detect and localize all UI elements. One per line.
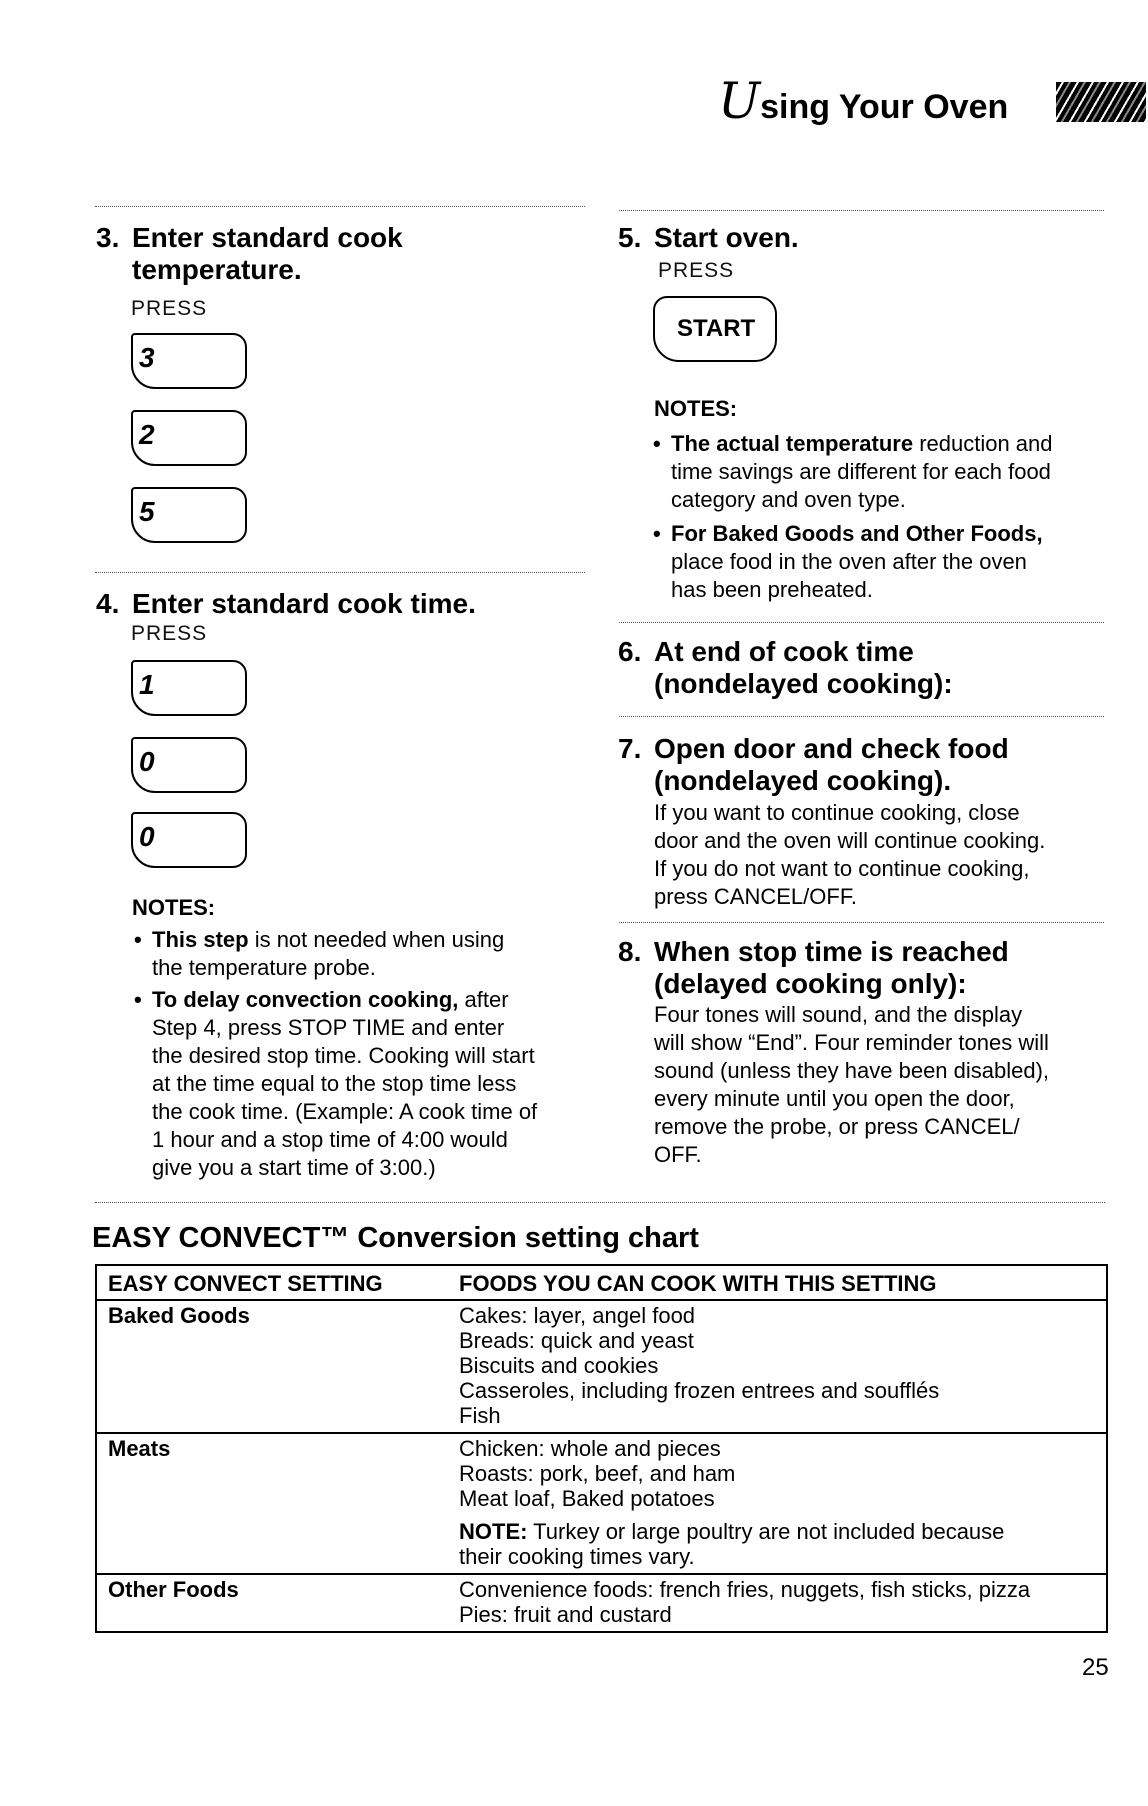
bullet-icon: •: [653, 431, 661, 456]
table-row: [96, 1433, 1107, 1574]
step-number: 3.: [96, 222, 120, 253]
step-title-line: At end of cook time: [654, 636, 914, 667]
note-text: the cook time. (Example: A cook time of: [152, 1099, 538, 1124]
foods-cell: [448, 1300, 1107, 1433]
note-item: [653, 520, 1111, 604]
step-text: If you do not want to continue cooking,: [654, 856, 1030, 881]
setting-cell: Baked Goods: [96, 1300, 448, 1433]
step-text: Four tones will sound, and the display: [654, 1002, 1023, 1027]
key-0-button[interactable]: [131, 737, 247, 793]
note-text: give you a start time of 3:00.): [152, 1155, 436, 1180]
note-bold: For Baked Goods and Other Foods,: [671, 521, 1043, 546]
note-item: [134, 986, 602, 1182]
note-text: at the time equal to the stop time less: [152, 1071, 517, 1096]
bullet-icon: •: [653, 521, 661, 546]
food-item: Breads: quick and yeast: [459, 1328, 694, 1353]
step-number: 7.: [618, 733, 642, 764]
note-text: the temperature probe.: [152, 955, 376, 980]
divider: [619, 210, 1104, 211]
bullet-icon: •: [134, 987, 142, 1012]
step-title-line: Enter standard cook time.: [132, 588, 476, 619]
divider: [95, 1202, 1105, 1203]
step-title-line: Start oven.: [654, 222, 799, 253]
chart-title: EASY CONVECT™ Conversion setting chart: [92, 1222, 699, 1254]
note-text: 1 hour and a stop time of 4:00 would: [152, 1127, 508, 1152]
bullet-icon: •: [134, 927, 142, 952]
note-text: reduction and: [913, 431, 1053, 456]
note-text: Turkey or large poultry are not included because: [527, 1519, 1005, 1544]
note-text: time savings are different for each food: [671, 459, 1051, 484]
note-bold: The actual temperature: [671, 431, 914, 456]
foods-cell: [448, 1574, 1107, 1632]
press-label: PRESS: [131, 622, 208, 645]
step-text: sound (unless they have been disabled),: [654, 1058, 1050, 1083]
step-number: 4.: [96, 588, 120, 619]
setting-cell: Other Foods: [108, 1577, 239, 1602]
food-item: Roasts: pork, beef, and ham: [459, 1461, 736, 1486]
page-number: 25: [1082, 1654, 1109, 1681]
step-3: [96, 222, 592, 286]
column-header: FOODS YOU CAN COOK WITH THIS SETTING: [448, 1265, 1107, 1300]
step-title-line: When stop time is reached: [654, 936, 1009, 967]
divider: [95, 572, 585, 573]
key-label: 3: [139, 342, 155, 373]
press-label: PRESS: [658, 259, 735, 282]
notes-heading: NOTES:: [654, 396, 738, 421]
key-3-button[interactable]: [131, 333, 247, 389]
start-button[interactable]: [653, 296, 777, 362]
food-item: Pies: fruit and custard: [459, 1602, 672, 1627]
food-item: Chicken: whole and pieces: [459, 1436, 721, 1461]
note-text: the desired stop time. Cooking will start: [152, 1043, 535, 1068]
step-6: [618, 636, 1104, 700]
key-5-button[interactable]: [131, 487, 247, 543]
note-text: their cooking times vary.: [459, 1544, 695, 1569]
key-label: 2: [139, 419, 155, 450]
step-8: [618, 936, 1109, 1169]
divider: [95, 206, 585, 207]
setting-cell: Meats: [96, 1433, 448, 1574]
divider: [619, 622, 1104, 623]
divider: [619, 716, 1104, 717]
note-text: place food in the oven after the oven: [671, 549, 1027, 574]
conversion-chart-table: [95, 1264, 1108, 1633]
step-4: [96, 588, 602, 620]
note-bold: NOTE:: [459, 1519, 528, 1544]
press-label: PRESS: [131, 297, 208, 320]
page-title-initial: U: [718, 72, 761, 130]
key-1-button[interactable]: [131, 660, 247, 716]
step-text: OFF.: [654, 1142, 702, 1167]
notes-heading: NOTES:: [132, 895, 216, 920]
food-item: Casseroles, including frozen entrees and soufflés: [459, 1378, 940, 1403]
step-text: door and the oven will continue cooking.: [654, 828, 1046, 853]
food-item: Meat loaf, Baked potatoes: [459, 1486, 715, 1511]
step-5: [618, 222, 1104, 254]
note-text: category and oven type.: [671, 487, 906, 512]
divider: [619, 922, 1104, 923]
note-text: Step 4, press STOP TIME and enter: [152, 1015, 505, 1040]
note-text: after: [458, 987, 509, 1012]
key-label: 1: [139, 669, 155, 700]
note-item: [653, 430, 1111, 514]
step-text: remove the probe, or press CANCEL/: [654, 1114, 1020, 1139]
step-number: 6.: [618, 636, 642, 667]
food-item: Biscuits and cookies: [459, 1353, 659, 1378]
food-item: Fish: [459, 1403, 501, 1428]
step-number: 5.: [618, 222, 642, 253]
key-label: 5: [139, 496, 155, 527]
step-title-line: (delayed cooking only):: [654, 968, 967, 999]
column-header: EASY CONVECT SETTING: [96, 1265, 448, 1300]
header-logo-mark: [1056, 82, 1146, 122]
note-bold: This step: [152, 927, 249, 952]
table-row: [96, 1574, 1107, 1632]
step-text: every minute until you open the door,: [654, 1086, 1015, 1111]
key-label: 0: [139, 746, 155, 777]
step-title-line: (nondelayed cooking):: [654, 668, 953, 699]
foods-cell: [448, 1433, 1107, 1574]
key-2-button[interactable]: [131, 410, 247, 466]
table-header-row: [96, 1265, 1107, 1300]
page-title: [718, 72, 1008, 130]
step-text: If you want to continue cooking, close: [654, 800, 1020, 825]
page-title-rest: sing Your Oven: [760, 88, 1009, 126]
food-note: [459, 1519, 1096, 1544]
step-7: [618, 733, 1104, 911]
note-bold: To delay convection cooking,: [152, 987, 459, 1012]
step-title-line: Enter standard cook: [132, 222, 403, 253]
step-title-line: temperature.: [132, 254, 302, 285]
step-text: will show “End”. Four reminder tones will: [654, 1030, 1049, 1055]
food-item: Cakes: layer, angel food: [459, 1303, 696, 1328]
key-label: 0: [139, 821, 155, 852]
table-row: [96, 1300, 1107, 1433]
key-label: START: [677, 315, 756, 342]
key-0-button[interactable]: [131, 812, 247, 868]
note-text: has been preheated.: [671, 577, 873, 602]
step-text: press CANCEL/OFF.: [654, 884, 857, 909]
note-item: [134, 926, 602, 982]
food-item: Convenience foods: french fries, nuggets, fish sticks, pizza: [459, 1577, 1031, 1602]
step-title-line: (nondelayed cooking).: [654, 765, 952, 796]
step-title-line: Open door and check food: [654, 733, 1009, 764]
note-text: is not needed when using: [248, 927, 505, 952]
step-number: 8.: [618, 936, 642, 967]
